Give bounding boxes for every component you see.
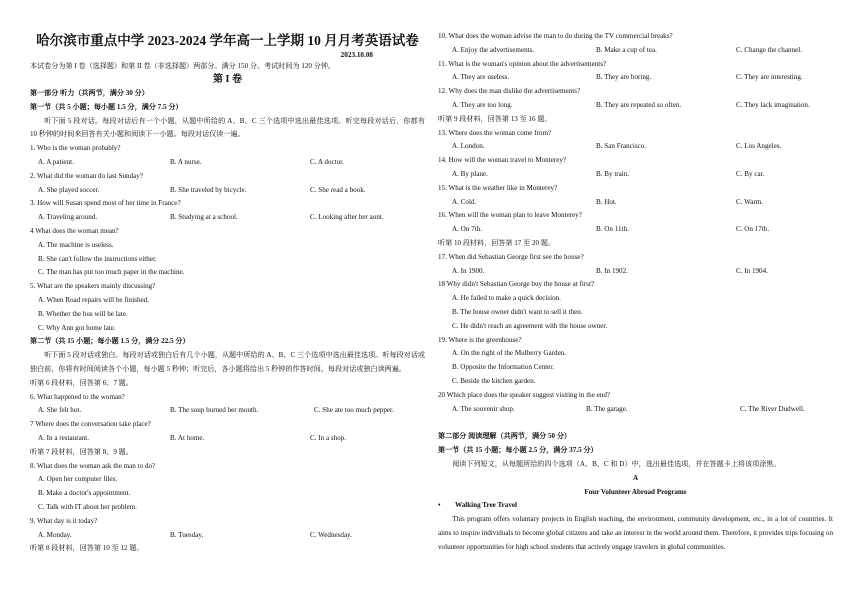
listening-cue: 听第 6 段材料，回答第 6、7 题。 xyxy=(30,378,133,387)
option-row xyxy=(438,196,833,210)
option-a: A. A patient. xyxy=(38,157,74,166)
option-a: A. In 1900. xyxy=(452,266,485,275)
listening-cue: 听第 7 段材料，回答第 8、9 题。 xyxy=(30,447,133,456)
passage-title: Four Volunteer Abroad Programs xyxy=(584,487,687,496)
option-b: B. The garage. xyxy=(586,404,628,413)
option-a: A. Cold. xyxy=(452,197,477,206)
option-b: B. Make a doctor's appointment. xyxy=(38,489,131,498)
option-c: C. In 1904. xyxy=(736,266,768,275)
option-row xyxy=(30,211,425,225)
option-b: B. Whether the bus will be late. xyxy=(38,309,128,318)
question-stem: 15. What is the weather like in Monterey? xyxy=(438,183,558,192)
option-b: B. A nurse. xyxy=(170,157,202,166)
option-c: C. Wednesday. xyxy=(310,530,352,539)
option-b: B. By train. xyxy=(596,169,630,178)
option-b: B. On 11th. xyxy=(596,225,629,234)
question-stem: 5. What are the speakers mainly discussing? xyxy=(30,282,156,291)
left-column xyxy=(30,0,425,556)
option-c: C. He didn't reach an agreement with the house owner. xyxy=(452,321,608,330)
question-stem: 1. Who is the woman probably? xyxy=(30,144,121,153)
section-instructions: 听下面 5 段对话或独白。每段对话或独白后有几个小题，从题中所给的 A、B、C 三个选项中选出最佳选项。听每段对话或独白前，你将有时间阅读各个小题，每小题 5 秒钟；听完后，各小题将给出 5 秒钟的作答时间。每段对话或独白读两遍。 xyxy=(30,351,425,373)
section-heading: 第一节（共 15 小题；每小题 2.5 分，满分 37.5 分） xyxy=(438,446,598,455)
option-b: B. Hot. xyxy=(596,197,617,206)
section-heading: 第二节（共 15 小题；每小题 1.5 分，满分 22.5 分） xyxy=(30,337,190,346)
option-c: C. She ate too much pepper. xyxy=(314,406,394,415)
question-stem: 11. What is the woman's opinion about the advertisements? xyxy=(438,59,607,68)
question-stem: 4 What does the woman mean? xyxy=(30,226,119,235)
option-c: C. The River Dudwell. xyxy=(740,404,805,413)
option-row xyxy=(30,432,425,446)
section-instructions: 阅读下列短文，从每题所给的四个选项（A、B、C 和 D）中，选出最佳选项，并在答题卡上将该项涂黑。 xyxy=(452,459,781,468)
question-stem: 7 Where does the conversation take place? xyxy=(30,420,151,429)
option-c: C. By car. xyxy=(736,169,765,178)
bullet-icon: • xyxy=(438,501,441,510)
option-a: A. The machine is useless. xyxy=(38,240,114,249)
section-instructions: 听下面 5 段对话。每段对话后有一个小题，从题中所给的 A、B、C 三个选项中选出最佳选项。听完每段对话后，你都有 10 秒钟的时间来回答有关小题和阅读下一小题。每段对话仅读一遍。 xyxy=(30,116,425,139)
option-b: B. They are repeated so often. xyxy=(596,100,682,109)
option-a: A. The souvenir shop. xyxy=(452,404,515,413)
option-b: B. The soup burned her mouth. xyxy=(170,406,259,415)
option-row xyxy=(438,223,833,237)
option-row xyxy=(30,156,425,170)
option-a: A. By plane. xyxy=(452,169,488,178)
option-c: C. She read a book. xyxy=(310,185,366,194)
volume-heading: 第 I 卷 xyxy=(213,74,242,85)
question-stem: 2. What did the woman do last Sunday? xyxy=(30,171,143,180)
option-c: C. On 17th. xyxy=(736,225,770,234)
passage-letter: A xyxy=(632,473,639,482)
option-c: C. The man has put too much paper in the machine. xyxy=(38,268,185,277)
option-b: B. Studying at a school. xyxy=(170,213,238,222)
question-stem: 10. What does the woman advise the man to do during the TV commercial breaks? xyxy=(438,32,673,40)
option-row xyxy=(30,404,425,418)
option-c: C. Beside the kitchen garden. xyxy=(452,376,536,385)
option-row xyxy=(438,140,833,154)
option-a: A. She played soccer. xyxy=(38,185,100,194)
question-stem: 3. How will Susan spend most of her time in France? xyxy=(30,199,181,208)
option-row xyxy=(438,44,833,58)
option-row xyxy=(438,99,833,113)
program-name: Walking Tree Travel xyxy=(455,501,518,510)
option-row xyxy=(438,71,833,85)
option-b: B. At home. xyxy=(170,433,205,442)
option-a: A. He failed to make a quick decision. xyxy=(452,294,561,303)
option-a: A. Monday. xyxy=(38,530,72,539)
option-c: C. Why Ann got home late. xyxy=(38,323,116,332)
part-heading: 第一部分 听力（共两节，满分 30 分） xyxy=(30,89,149,97)
option-b: B. The house owner didn't want to sell it then. xyxy=(452,307,583,316)
option-b: B. She can't follow the instructions either. xyxy=(38,254,157,263)
bullet-heading xyxy=(438,499,833,513)
option-b: B. She traveled by bicycle. xyxy=(170,185,247,194)
question-stem: 17. When did Sebastian George first see the house? xyxy=(438,252,584,261)
option-a: A. She felt hot. xyxy=(38,406,82,415)
option-b: B. Opposite the Information Center. xyxy=(452,363,555,372)
listening-cue: 听第 8 段材料，回答第 10 至 12 题。 xyxy=(30,544,144,553)
option-a: A. Traveling around. xyxy=(38,213,98,222)
question-stem: 18 Why didn't Sebastian George buy the house at first? xyxy=(438,280,595,289)
option-c: C. They are interesting. xyxy=(736,73,803,82)
section-heading: 第一节（共 5 小题；每小题 1.5 分，满分 7.5 分） xyxy=(30,102,183,111)
option-c: C. Looking after her aunt. xyxy=(310,213,384,222)
exam-title: 哈尔滨市重点中学 2023-2024 学年高一上学期 10 月月考英语试卷 xyxy=(36,33,419,48)
listening-cue: 听第 10 段材料，回答第 17 至 20 题。 xyxy=(438,238,556,247)
option-b: B. In 1902. xyxy=(596,266,628,275)
option-row xyxy=(438,168,833,182)
option-a: A. When Road repairs will be finished. xyxy=(38,295,149,304)
option-c: C. Warm. xyxy=(736,197,764,206)
exam-date: 2023.10.08 xyxy=(340,51,373,59)
option-a: A. London. xyxy=(452,142,485,151)
question-stem: 8. What does the woman ask the man to do? xyxy=(30,461,156,470)
option-c: C. Talk with IT about her problem. xyxy=(38,502,137,511)
option-b: B. They are boring. xyxy=(596,73,652,82)
option-a: A. Open her computer files. xyxy=(38,475,118,484)
option-b: B. Tuesday. xyxy=(170,530,204,539)
question-stem: 20 Which place does the speaker suggest visiting in the end? xyxy=(438,390,611,399)
option-a: A. On 7th. xyxy=(452,225,482,234)
option-a: A. They are too long. xyxy=(452,100,513,109)
right-column xyxy=(438,30,833,554)
part-heading: 第二部分 阅读理解（共两节，满分 50 分） xyxy=(438,432,572,441)
exam-intro: 本试卷分为第 I 卷（选择题）和第 II 卷（非选择题）两部分。满分 150 分。考试时间为 120 分钟。 xyxy=(30,62,336,70)
question-stem: 9. What day is it today? xyxy=(30,516,98,525)
option-b: B. Make a cup of tea. xyxy=(596,45,657,54)
question-stem: 19. Where is the greenhouse? xyxy=(438,335,522,344)
passage-paragraph: This program offers voluntary projects in English teaching, the environment, community development, etc., in a lot of countries. It aims to inspire individuals to become global citizens and take an interest in the world around them. Therefore, it provides trips focusing on volunteer opportunities for high school students that actively engage travelers in global communities. xyxy=(438,515,833,551)
question-stem: 14. How will the woman travel to Monterey? xyxy=(438,156,567,165)
listening-cue: 听第 9 段材料，回答第 13 至 16 题。 xyxy=(438,114,552,123)
question-stem: 16. When will the woman plan to leave Monterey? xyxy=(438,211,582,220)
option-b: B. San Francisco. xyxy=(596,142,647,151)
option-c: C. They lack imagination. xyxy=(736,100,810,109)
option-a: A. In a restaurant. xyxy=(38,433,90,442)
option-row xyxy=(30,184,425,198)
option-row xyxy=(438,265,833,279)
question-stem: 6. What happened to the woman? xyxy=(30,392,125,401)
option-c: C. A doctor. xyxy=(310,157,344,166)
option-row xyxy=(30,529,425,543)
option-a: A. They are useless. xyxy=(452,73,510,82)
option-a: A. On the right of the Mulberry Garden. xyxy=(452,349,567,358)
option-c: C. Change the channel. xyxy=(736,45,802,54)
question-stem: 12. Why does the man dislike the advertisements? xyxy=(438,87,581,96)
option-c: C. Los Angeles. xyxy=(736,142,782,151)
option-a: A. Enjoy the advertisements. xyxy=(452,45,535,54)
question-stem: 13. Where does the woman come from? xyxy=(438,128,552,137)
option-row xyxy=(438,403,833,417)
option-c: C. In a shop. xyxy=(310,433,347,442)
